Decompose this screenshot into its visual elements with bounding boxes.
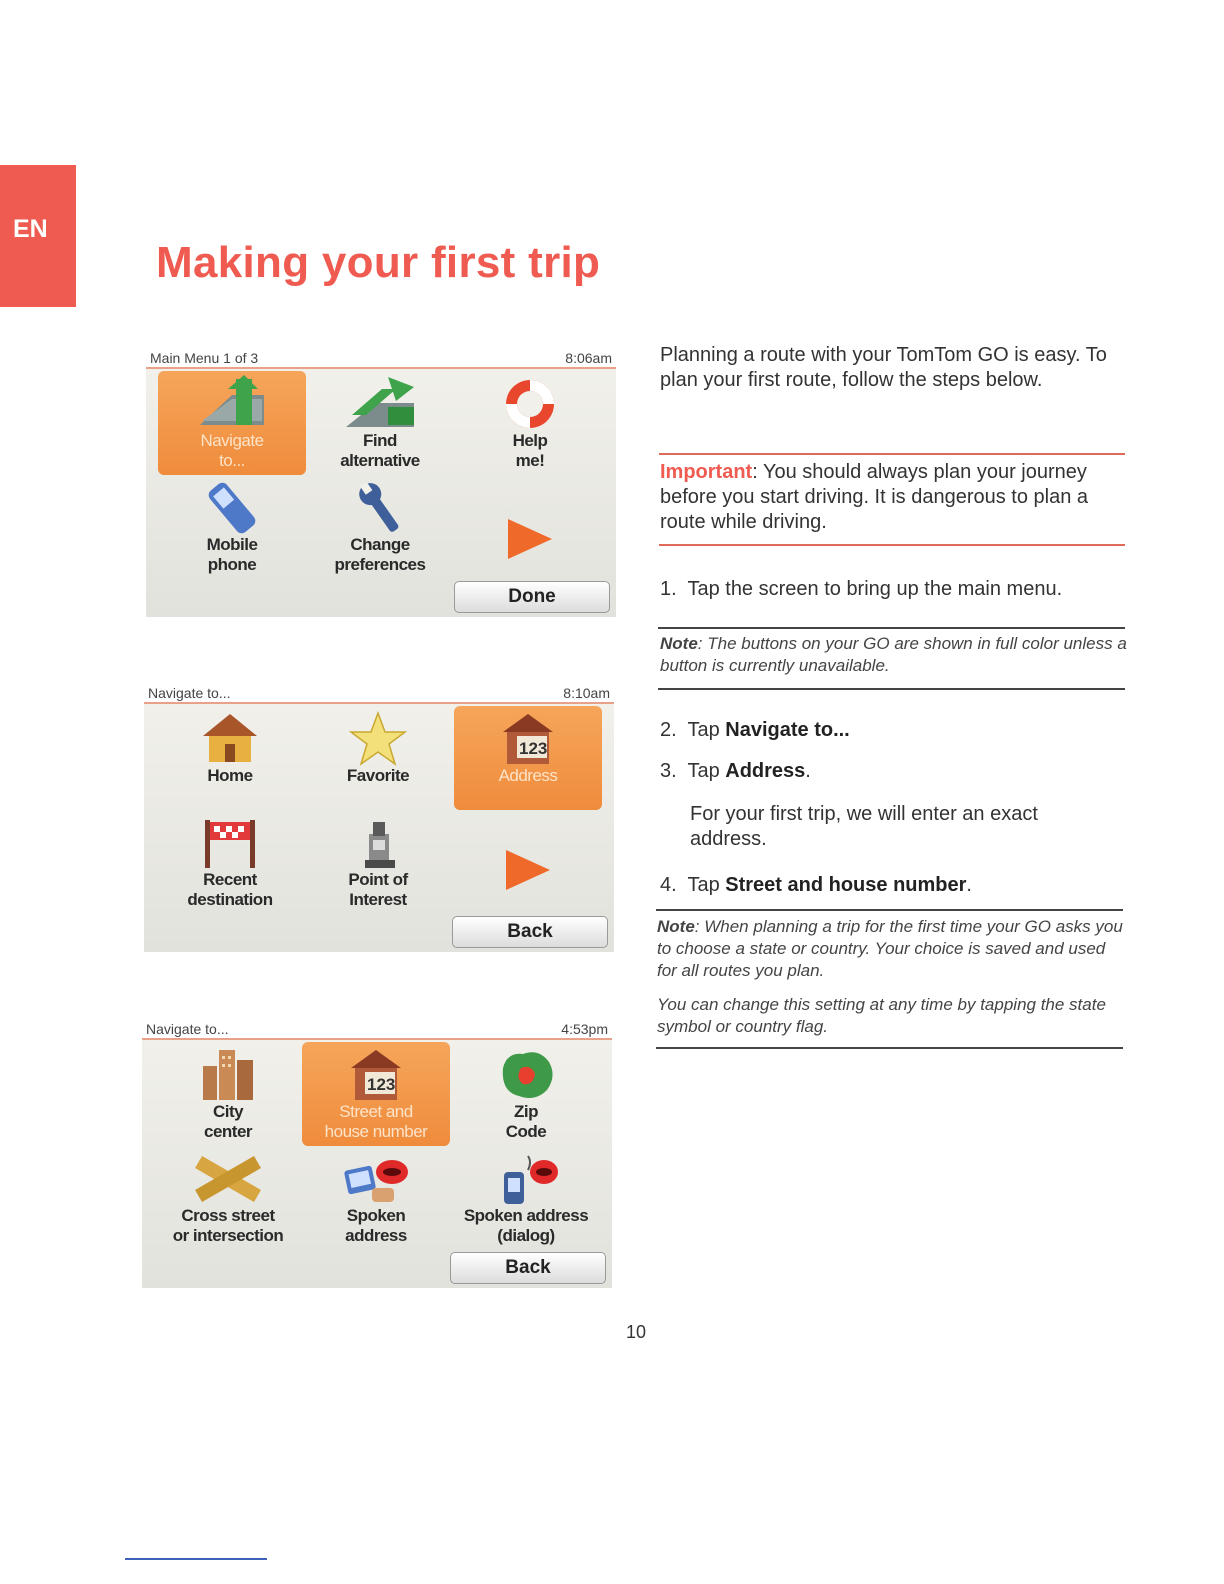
screen-title-bar bbox=[144, 680, 614, 704]
step-3-detail: For your first trip, we will enter an exact address. bbox=[690, 803, 1038, 850]
divider bbox=[658, 627, 1125, 629]
divider bbox=[659, 453, 1125, 455]
divider bbox=[659, 544, 1125, 546]
home-button[interactable] bbox=[156, 706, 304, 810]
tile-label: Address bbox=[498, 766, 558, 785]
tile-label: Home bbox=[207, 766, 253, 785]
tile-label: Change preferences bbox=[334, 535, 426, 574]
find-alternative-icon bbox=[340, 375, 420, 433]
note-label: Note bbox=[657, 917, 695, 936]
screenshot-address-options bbox=[142, 1016, 612, 1288]
street-and-house-number-button[interactable] bbox=[302, 1042, 450, 1146]
screen-time: 4:53pm bbox=[561, 1021, 608, 1037]
point-of-interest-button[interactable] bbox=[304, 810, 452, 914]
screen-title: Navigate to... bbox=[146, 1021, 229, 1037]
star-icon bbox=[343, 710, 413, 768]
note-text: : The buttons on your GO are shown in full color unless a button is currently unavailable. bbox=[660, 634, 1127, 675]
divider bbox=[656, 1047, 1123, 1049]
finish-flag-icon bbox=[195, 814, 265, 872]
spoken-address-dialog-button[interactable] bbox=[452, 1146, 600, 1250]
back-button[interactable]: Back bbox=[450, 1252, 606, 1284]
step-1 bbox=[660, 577, 1130, 602]
divider bbox=[658, 688, 1125, 690]
address-house-icon bbox=[493, 710, 563, 768]
footnote-rule bbox=[125, 1558, 267, 1560]
find-alternative-button[interactable] bbox=[306, 371, 454, 475]
home-icon bbox=[195, 710, 265, 768]
intro-paragraph: Planning a route with your TomTom GO is easy. To plan your first route, follow the steps below. bbox=[660, 344, 1107, 391]
menu-grid bbox=[146, 369, 616, 617]
step-text: Tap bbox=[687, 719, 726, 741]
step-punct: . bbox=[966, 874, 972, 896]
crossroads-icon bbox=[188, 1150, 268, 1208]
tile-label: Point of Interest bbox=[348, 870, 408, 909]
mobile-phone-button[interactable] bbox=[158, 475, 306, 579]
tile-label: City center bbox=[203, 1102, 253, 1141]
screen-title: Main Menu 1 of 3 bbox=[150, 350, 259, 366]
change-preferences-button[interactable] bbox=[306, 475, 454, 579]
cross-street-button[interactable] bbox=[154, 1146, 302, 1250]
tile-label: Help me! bbox=[512, 431, 548, 470]
next-page-arrow[interactable] bbox=[506, 850, 550, 890]
step-target: Street and house number bbox=[725, 874, 967, 896]
city-center-button[interactable] bbox=[154, 1042, 302, 1146]
poi-icon bbox=[343, 814, 413, 872]
language-code: EN bbox=[13, 215, 48, 243]
step-punct: . bbox=[805, 760, 811, 782]
important-text: : You should always plan your journey before you start driving. It is dangerous to plan a route while driving. bbox=[660, 461, 1089, 533]
page-title: Making your first trip bbox=[156, 238, 601, 287]
address-button[interactable] bbox=[454, 706, 602, 810]
divider bbox=[656, 909, 1123, 911]
screen-title-bar bbox=[146, 345, 616, 369]
tile-label: Navigate to... bbox=[200, 431, 264, 470]
note-2 bbox=[657, 916, 1127, 982]
step-target: Navigate to... bbox=[725, 719, 850, 741]
map-region-icon bbox=[491, 1046, 561, 1104]
spoken-address-icon bbox=[336, 1150, 416, 1208]
help-me-button[interactable] bbox=[456, 371, 604, 475]
step-number: 3. bbox=[660, 760, 677, 782]
important-label: Important bbox=[660, 461, 753, 483]
back-button[interactable]: Back bbox=[452, 916, 608, 948]
address-house-icon bbox=[341, 1046, 411, 1104]
menu-grid bbox=[144, 704, 614, 952]
mobile-phone-icon bbox=[197, 479, 267, 537]
recent-destination-button[interactable] bbox=[156, 810, 304, 914]
step-number: 4. bbox=[660, 874, 677, 896]
svg-text:123: 123 bbox=[519, 739, 548, 758]
tile-label: Zip Code bbox=[505, 1102, 547, 1141]
menu-grid bbox=[142, 1040, 612, 1288]
city-buildings-icon bbox=[193, 1046, 263, 1104]
tile-label: Recent destination bbox=[187, 870, 273, 909]
step-3 bbox=[660, 759, 1130, 784]
wrench-icon bbox=[345, 479, 415, 537]
favorite-button[interactable] bbox=[304, 706, 452, 810]
spoken-address-button[interactable] bbox=[302, 1146, 450, 1250]
screenshot-main-menu bbox=[146, 345, 616, 617]
tile-label: Spoken address bbox=[345, 1206, 407, 1245]
next-page-arrow[interactable] bbox=[508, 519, 552, 559]
important-notice bbox=[660, 460, 1130, 535]
done-button[interactable]: Done bbox=[454, 581, 610, 613]
spoken-dialog-icon bbox=[486, 1150, 566, 1208]
step-text: Tap bbox=[687, 874, 726, 896]
tile-label: Cross street or intersection bbox=[172, 1206, 284, 1245]
page-number: 10 bbox=[626, 1322, 647, 1342]
screenshot-navigate-to bbox=[144, 680, 614, 952]
note-text: : When planning a trip for the first time your GO asks you to choose a state or country. Your choice is saved and used for all routes you plan. bbox=[657, 917, 1123, 980]
tile-label: Spoken address (dialog) bbox=[463, 1206, 589, 1245]
lifebuoy-icon bbox=[500, 375, 560, 433]
note-2-extra: You can change this setting at any time by tapping the state symbol or country flag. bbox=[657, 995, 1106, 1036]
screen-time: 8:10am bbox=[563, 685, 610, 701]
language-tab bbox=[0, 165, 76, 307]
step-number: 2. bbox=[660, 719, 677, 741]
note-1 bbox=[660, 633, 1130, 677]
note-label: Note bbox=[660, 634, 698, 653]
screen-time: 8:06am bbox=[565, 350, 612, 366]
step-text: Tap bbox=[687, 760, 726, 782]
screen-title-bar bbox=[142, 1016, 612, 1040]
tile-label: Favorite bbox=[346, 766, 410, 785]
step-2 bbox=[660, 718, 1130, 743]
svg-text:123: 123 bbox=[367, 1075, 396, 1094]
tile-label: Find alternative bbox=[340, 431, 420, 470]
step-target: Address bbox=[725, 760, 806, 782]
tile-label: Mobile phone bbox=[206, 535, 258, 574]
navigate-icon bbox=[192, 375, 272, 433]
step-text: Tap the screen to bring up the main menu. bbox=[687, 578, 1063, 600]
step-number: 1. bbox=[660, 578, 677, 600]
tile-label: Street and house number bbox=[324, 1102, 428, 1141]
step-4 bbox=[660, 873, 1130, 898]
zip-code-button[interactable] bbox=[452, 1042, 600, 1146]
screen-title: Navigate to... bbox=[148, 685, 231, 701]
navigate-to-button[interactable] bbox=[158, 371, 306, 475]
